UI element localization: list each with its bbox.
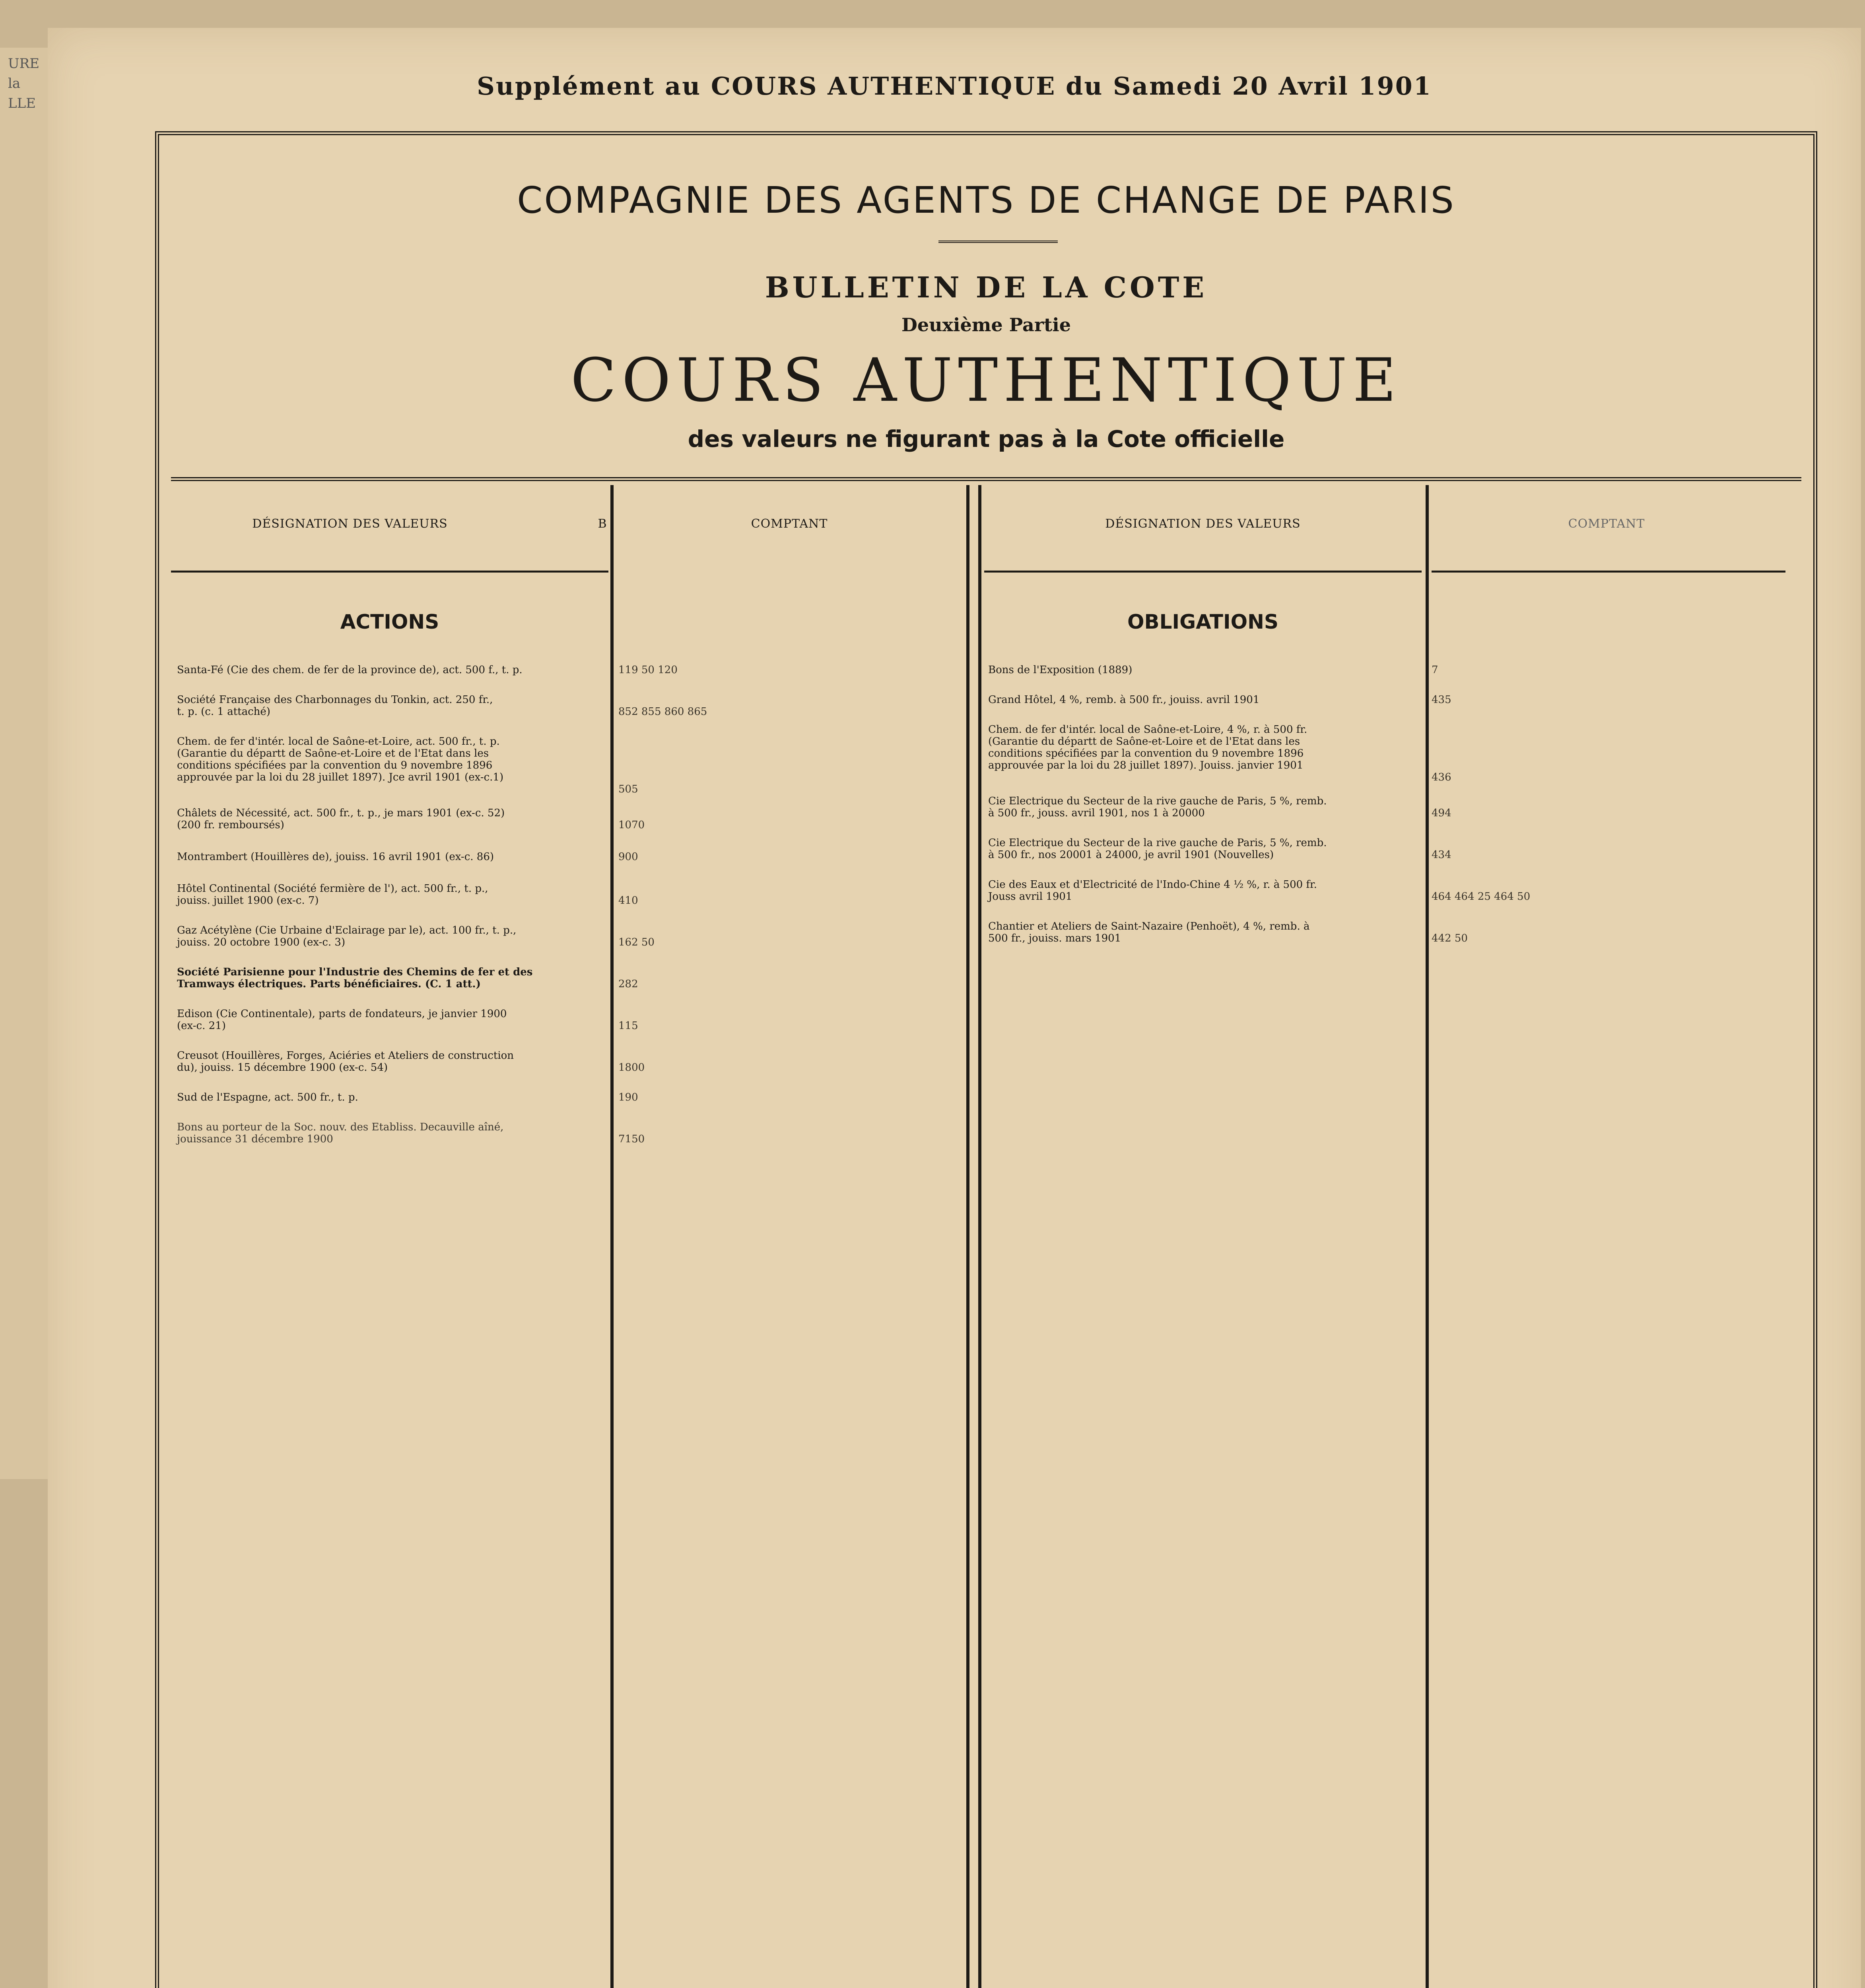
price-value: 435 xyxy=(1432,694,1451,706)
price-value: 434 xyxy=(1432,849,1451,861)
list-item: Gaz Acétylène (Cie Urbaine d'Eclairage par le), act. 100 fr., t. p., jouiss. 20 octobre 1900 (ex-c. 3) xyxy=(177,924,517,948)
edge-mark: LLE xyxy=(8,95,36,111)
price-value: 1070 xyxy=(618,819,645,831)
price-value: 464 464 25 464 50 xyxy=(1432,891,1531,903)
list-item: Hôtel Continental (Société fermière de l'), act. 500 fr., t. p., jouiss. juillet 1900 (ex-c. 7) xyxy=(177,883,488,907)
comptant-header: COMPTANT xyxy=(1568,517,1645,531)
column-divider xyxy=(978,485,981,1988)
supplement-line: Supplément au COURS AUTHENTIQUE du Samedi 20 Avril 1901 xyxy=(477,72,1432,101)
header-divider xyxy=(171,477,1801,481)
bulletin-heading: BULLETIN DE LA COTE xyxy=(765,270,1208,304)
list-item: Montrambert (Houillères de), jouiss. 16 avril 1901 (ex-c. 86) xyxy=(177,851,494,863)
b-marker: B xyxy=(598,517,607,531)
document-page xyxy=(48,28,1861,1988)
list-item: Chem. de fer d'intér. local de Saône-et-Loire, 4 %, r. à 500 fr. (Garantie du départt de Saône-et-Loire et de l'Etat dans les conditions spécifiées par la convention du 9 novembre 1896 approuvée par la loi du 28 juillet 1897). Jouiss. janvier 1901 xyxy=(988,724,1307,771)
price-value: 410 xyxy=(618,895,638,907)
price-value: 282 xyxy=(618,978,638,990)
price-value: 119 50 120 xyxy=(618,664,678,676)
actions-heading: ACTIONS xyxy=(340,610,439,633)
company-name: COMPAGNIE DES AGENTS DE CHANGE DE PARIS xyxy=(517,179,1455,221)
column-divider xyxy=(610,485,614,1988)
header-underline xyxy=(171,571,608,573)
header-underline xyxy=(984,571,1422,573)
comptant-header: COMPTANT xyxy=(751,517,828,531)
price-value: 900 xyxy=(618,851,638,863)
list-item: Bons de l'Exposition (1889) xyxy=(988,664,1133,676)
list-item: Creusot (Houillères, Forges, Aciéries et Ateliers de construction du), jouiss. 15 décembre 1900 (ex-c. 54) xyxy=(177,1050,514,1074)
edge-mark: la xyxy=(8,76,21,91)
list-item: Chem. de fer d'intér. local de Saône-et-Loire, act. 500 fr., t. p. (Garantie du départt de Saône-et-Loire et de l'Etat dans les conditions spécifiées par la convention du 9 novembre 1896 approuvée par la loi du 28 juillet 1897). Jce avril 1901 (ex-c.1) xyxy=(177,736,504,783)
list-item: Bons au porteur de la Soc. nouv. des Etabliss. Decauville aîné, jouissance 31 décembre 1900 xyxy=(177,1121,504,1145)
adjacent-page-edge xyxy=(0,48,49,1479)
part-label: Deuxième Partie xyxy=(901,314,1071,336)
price-value: 162 50 xyxy=(618,936,655,948)
price-value: 442 50 xyxy=(1432,932,1468,944)
price-value: 7150 xyxy=(618,1133,645,1145)
column-divider xyxy=(966,485,969,1988)
list-item: Société Française des Charbonnages du Tonkin, act. 250 fr., t. p. (c. 1 attaché) xyxy=(177,694,493,718)
price-value: 505 xyxy=(618,783,638,795)
obligations-heading: OBLIGATIONS xyxy=(1127,610,1278,633)
designation-header: DÉSIGNATION DES VALEURS xyxy=(252,517,448,531)
title-ornament-rule xyxy=(938,241,1058,243)
price-value: 436 xyxy=(1432,771,1451,783)
price-value: 852 855 860 865 xyxy=(618,706,707,718)
list-item: Chantier et Ateliers de Saint-Nazaire (Penhoët), 4 %, remb. à 500 fr., jouiss. mars 1901 xyxy=(988,920,1310,944)
edge-mark: URE xyxy=(8,56,40,72)
list-item: Edison (Cie Continentale), parts de fondateurs, je janvier 1900 (ex-c. 21) xyxy=(177,1008,507,1032)
bulletin-frame xyxy=(155,131,1817,1988)
list-item: Châlets de Nécessité, act. 500 fr., t. p., je mars 1901 (ex-c. 52) (200 fr. remboursés) xyxy=(177,807,505,831)
list-item: Santa-Fé (Cie des chem. de fer de la province de), act. 500 f., t. p. xyxy=(177,664,523,676)
list-item: Cie Electrique du Secteur de la rive gauche de Paris, 5 %, remb. à 500 fr., jouss. avril 1901, nos 1 à 20000 xyxy=(988,795,1327,819)
price-value: 7 xyxy=(1432,664,1438,676)
list-item: Sud de l'Espagne, act. 500 fr., t. p. xyxy=(177,1091,358,1103)
price-value: 494 xyxy=(1432,807,1451,819)
price-value: 190 xyxy=(618,1091,638,1103)
list-item: Cie des Eaux et d'Electricité de l'Indo-Chine 4 ½ %, r. à 500 fr. Jouss avril 1901 xyxy=(988,879,1317,903)
list-item: Cie Electrique du Secteur de la rive gauche de Paris, 5 %, remb. à 500 fr., nos 20001 à 24000, je avril 1901 (Nouvelles) xyxy=(988,837,1327,861)
price-value: 1800 xyxy=(618,1062,645,1074)
column-divider xyxy=(1426,485,1429,1988)
header-underline xyxy=(1432,571,1785,573)
list-item: Grand Hôtel, 4 %, remb. à 500 fr., jouiss. avril 1901 xyxy=(988,694,1260,706)
designation-header: DÉSIGNATION DES VALEURS xyxy=(1105,517,1301,531)
page-title: COURS AUTHENTIQUE xyxy=(570,346,1402,415)
page-subtitle: des valeurs ne figurant pas à la Cote officielle xyxy=(688,425,1285,452)
list-item: Société Parisienne pour l'Industrie des Chemins de fer et des Tramways électriques. Parts bénéficiaires. (C. 1 att.) xyxy=(177,966,533,990)
price-value: 115 xyxy=(618,1020,638,1032)
